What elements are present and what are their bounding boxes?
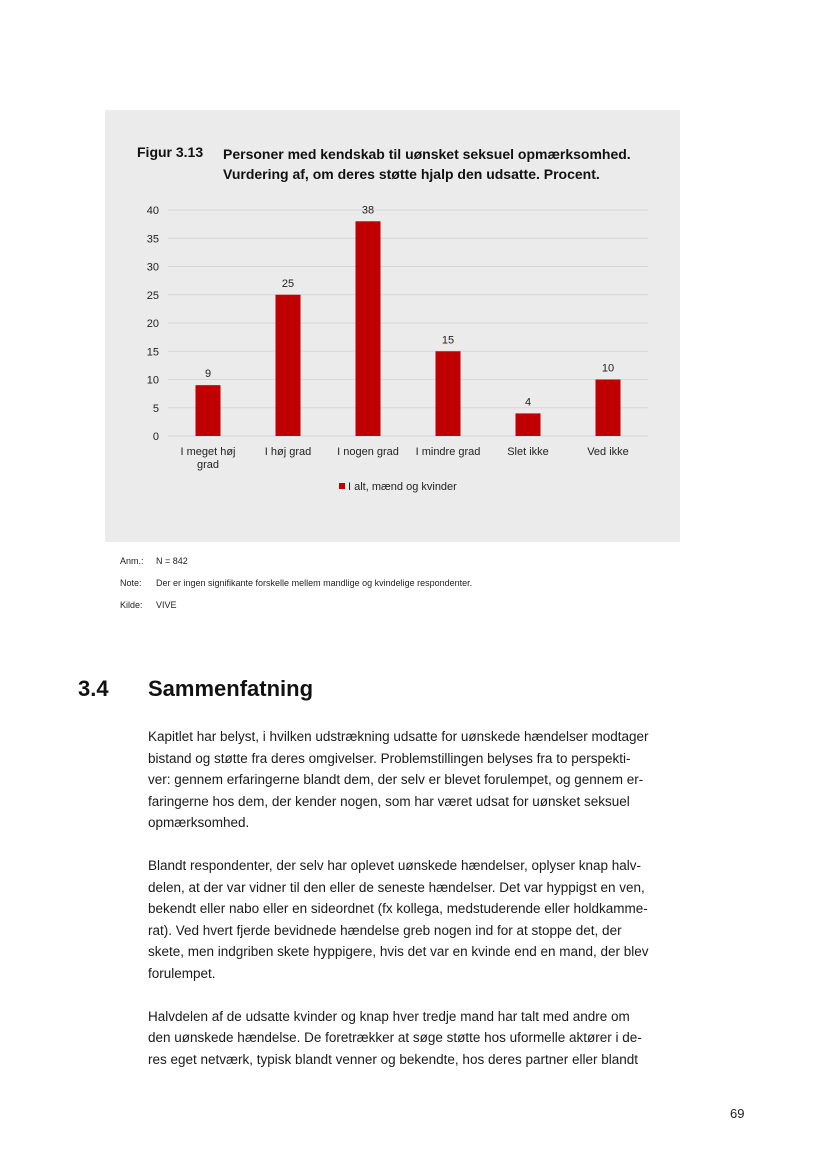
category-label: Slet ikke xyxy=(507,446,549,458)
text-line: Kapitlet har belyst, i hvilken udstrækning udsatte for uønskede hændelser modtager xyxy=(148,729,649,744)
text-line: Blandt respondenter, der selv har oplevet uønskede hændelser, oplyser knap halv- xyxy=(148,858,642,873)
section-number: 3.4 xyxy=(78,676,109,701)
data-label: 10 xyxy=(601,362,615,375)
bar xyxy=(436,351,461,436)
paragraph-2 xyxy=(148,855,708,984)
note-key: Note: xyxy=(120,578,142,588)
y-tick-label: 35 xyxy=(146,233,159,246)
note-text: Der er ingen signifikante forskelle mellem mandlige og kvindelige respondenter. xyxy=(156,578,473,588)
legend-swatch xyxy=(339,483,345,489)
category-label: I høj grad xyxy=(264,446,312,458)
bar xyxy=(276,295,301,436)
data-label: 25 xyxy=(281,277,295,290)
text-line: faringerne hos dem, der kender nogen, som har været udsat for uønsket seksuel xyxy=(148,793,630,809)
data-label: 4 xyxy=(524,396,532,409)
category-label: I nogen grad xyxy=(337,446,399,458)
body-text xyxy=(148,726,708,1092)
y-tick-label: 5 xyxy=(152,402,159,415)
category-label: grad xyxy=(196,459,220,471)
figure-title-line-1: Personer med kendskab til uønsket seksuel opmærksomhed. xyxy=(223,146,631,162)
data-label: 38 xyxy=(361,204,375,217)
note-key: Kilde: xyxy=(120,600,143,610)
y-tick-label: 10 xyxy=(146,374,159,387)
y-tick-label: 20 xyxy=(146,318,159,330)
note-text: VIVE xyxy=(156,600,177,610)
note-key: Anm.: xyxy=(120,556,144,566)
y-tick-label: 25 xyxy=(146,289,159,302)
category-label: I mindre grad xyxy=(415,446,481,458)
bar xyxy=(196,385,221,436)
text-line: ver: gennem erfaringerne blandt dem, der selv er blevet forulempet, og gennem er- xyxy=(148,772,644,787)
text-line: opmærksomhed. xyxy=(148,815,250,830)
note-anm xyxy=(120,550,472,572)
paragraph-3 xyxy=(148,1006,708,1071)
text-line: forulempet. xyxy=(148,965,216,981)
y-tick-label: 40 xyxy=(146,205,159,217)
text-line: rat). Ved hvert fjerde bevidnede hændelse greb nogen ind for at stoppe det, der xyxy=(148,922,622,938)
bar xyxy=(596,380,621,437)
figure-label: Figur 3.13 xyxy=(137,144,204,160)
text-line: res eget netværk, typisk blandt venner og bekendte, hos deres partner eller blandt xyxy=(148,1051,639,1067)
category-label: Ved ikke xyxy=(587,446,629,458)
text-line: skete, men indgriben skete hyppigere, hvis det var en kvinde end en mand, der blev xyxy=(148,944,649,959)
bar-chart xyxy=(105,110,680,542)
y-tick-label: 15 xyxy=(146,346,159,359)
y-tick-label: 30 xyxy=(146,261,159,274)
bar xyxy=(356,221,381,436)
bar xyxy=(516,413,541,436)
figure-title-line-2: Vurdering af, om deres støtte hjalp den udsatte. Procent. xyxy=(223,166,600,182)
text-line: bistand og støtte fra deres omgivelser. Problemstillingen belyses fra to perspekti- xyxy=(148,750,631,766)
section-title: Sammenfatning xyxy=(148,676,314,701)
note-text: N = 842 xyxy=(156,556,188,566)
category-label: I meget høj xyxy=(180,446,236,458)
figure-box xyxy=(105,110,680,542)
text-line: bekendt eller nabo eller en sideordnet (fx kollega, medstuderende eller holdkamme- xyxy=(148,901,648,916)
text-line: den uønskede hændelse. De foretrækker at søge støtte hos uformelle aktører i de- xyxy=(148,1030,642,1045)
text-line: Halvdelen af de udsatte kvinder og knap hver tredje mand har talt med andre om xyxy=(148,1008,630,1024)
data-label: 15 xyxy=(441,334,455,347)
y-tick-label: 0 xyxy=(152,431,159,443)
paragraph-1 xyxy=(148,726,708,834)
text-line: delen, at der var vidner til den eller de seneste hændelser. Det var hyppigst en ven, xyxy=(148,879,645,895)
page-number: 69 xyxy=(730,1106,745,1121)
note-kilde xyxy=(120,594,472,616)
data-label: 9 xyxy=(204,368,212,381)
note-note xyxy=(120,572,472,594)
figure-notes xyxy=(120,550,472,616)
legend-label: I alt, mænd og kvinder xyxy=(348,481,457,493)
